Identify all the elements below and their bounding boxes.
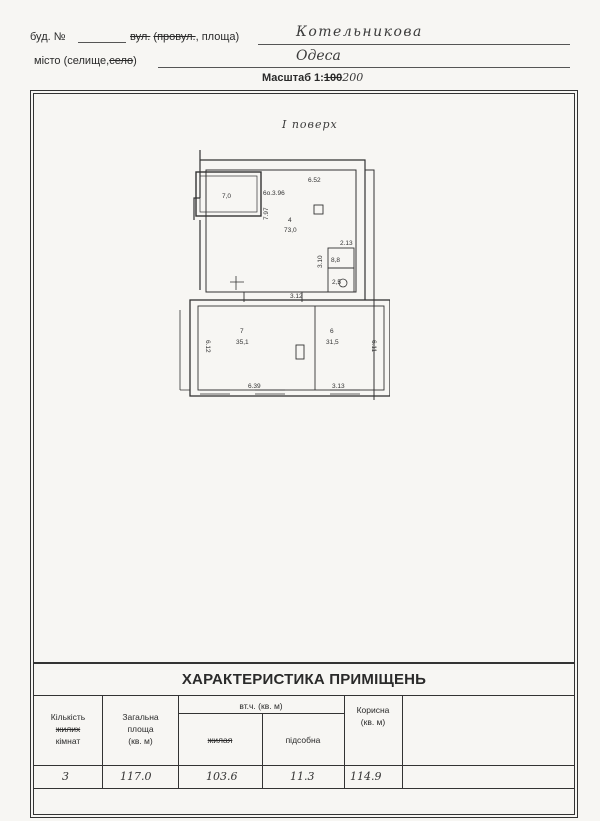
col-rooms-line1: Кількість (50, 712, 86, 722)
value-total: 117.0 (120, 770, 152, 783)
floor-plan (160, 150, 390, 410)
scale-struck: 100 (323, 72, 343, 84)
dim-b: 6.52 (308, 177, 321, 184)
col-useful-line1: Корисна (356, 705, 390, 715)
col-useful-line2: (кв. м) (360, 717, 386, 727)
room-area-7-0: 7,0 (222, 193, 232, 200)
dim-h: 6.39 (248, 383, 261, 390)
dim-f: 3.12 (290, 293, 303, 300)
room-no-6: 6 (330, 328, 334, 335)
col-rooms-header (34, 711, 102, 747)
subheader-line (178, 713, 344, 714)
dim-d: 2.13 (340, 240, 353, 247)
room-area-4: 73,0 (284, 227, 297, 234)
street-value: Котельникова (296, 24, 423, 40)
value-living: 103.6 (206, 770, 238, 783)
dim-g: 6.12 (204, 340, 211, 353)
col-aux-header: підсобна (285, 735, 321, 745)
room-area-1: 8,8 (331, 257, 341, 264)
col-total-line3: (кв. м) (128, 736, 153, 746)
street-struck: вул. (130, 31, 151, 43)
dim-j: 6.11 (370, 340, 377, 353)
col-rooms-line3: кімнат (55, 736, 81, 746)
room-area-7: 35,1 (236, 339, 249, 346)
dim-a: 6о.3.96 (263, 190, 285, 197)
square-label: , площа) (195, 31, 240, 43)
col-total-header (103, 711, 178, 747)
building-label: буд. № (30, 31, 66, 43)
street-line (258, 44, 570, 45)
dim-i: 3.13 (332, 383, 345, 390)
city-value: Одеса (296, 48, 341, 64)
value-rooms: 3 (62, 770, 69, 783)
scale (262, 71, 363, 84)
header-bottom-line (33, 765, 575, 766)
lower-block-inner (198, 306, 384, 390)
col-divider-3 (262, 713, 263, 788)
column (314, 205, 323, 214)
values-bottom-line (33, 788, 575, 789)
city-label-struck: село (109, 55, 134, 67)
col-divider-5 (402, 696, 403, 788)
col-living-header: жилая (207, 735, 233, 745)
value-useful: 114.9 (350, 770, 382, 783)
table-title: ХАРАКТЕРИСТИКА ПРИМІЩЕНЬ (33, 662, 575, 696)
lane-struck: (провул. (153, 31, 196, 43)
city-label (34, 55, 137, 67)
dim-e: 3.10 (317, 255, 324, 268)
room-no-7: 7 (240, 328, 244, 335)
scale-label: Масштаб 1: (262, 72, 324, 84)
building-number-line (78, 42, 126, 43)
col-useful-header (344, 704, 402, 728)
room-no-4: 4 (288, 217, 292, 224)
city-line (158, 67, 570, 68)
upper-block-outline (206, 170, 356, 292)
scale-value: 200 (342, 71, 364, 84)
col-incl-header: вт.ч. (кв. м) (239, 701, 283, 711)
room-area-2: 2,5 (332, 279, 342, 286)
lower-block-wall (190, 300, 390, 396)
floor-title: І поверх (282, 118, 338, 131)
room-area-6: 31,5 (326, 339, 339, 346)
street-type-label (130, 31, 239, 43)
dim-c: 7.97 (263, 207, 270, 220)
col-total-line1: Загальна (122, 712, 159, 722)
col-total-line2: площа (127, 724, 154, 734)
city-label-close: ) (133, 55, 137, 67)
value-aux: 11.3 (290, 770, 315, 783)
city-label-plain: місто (селище, (34, 55, 110, 67)
col-rooms-line2: жилих (55, 724, 81, 734)
